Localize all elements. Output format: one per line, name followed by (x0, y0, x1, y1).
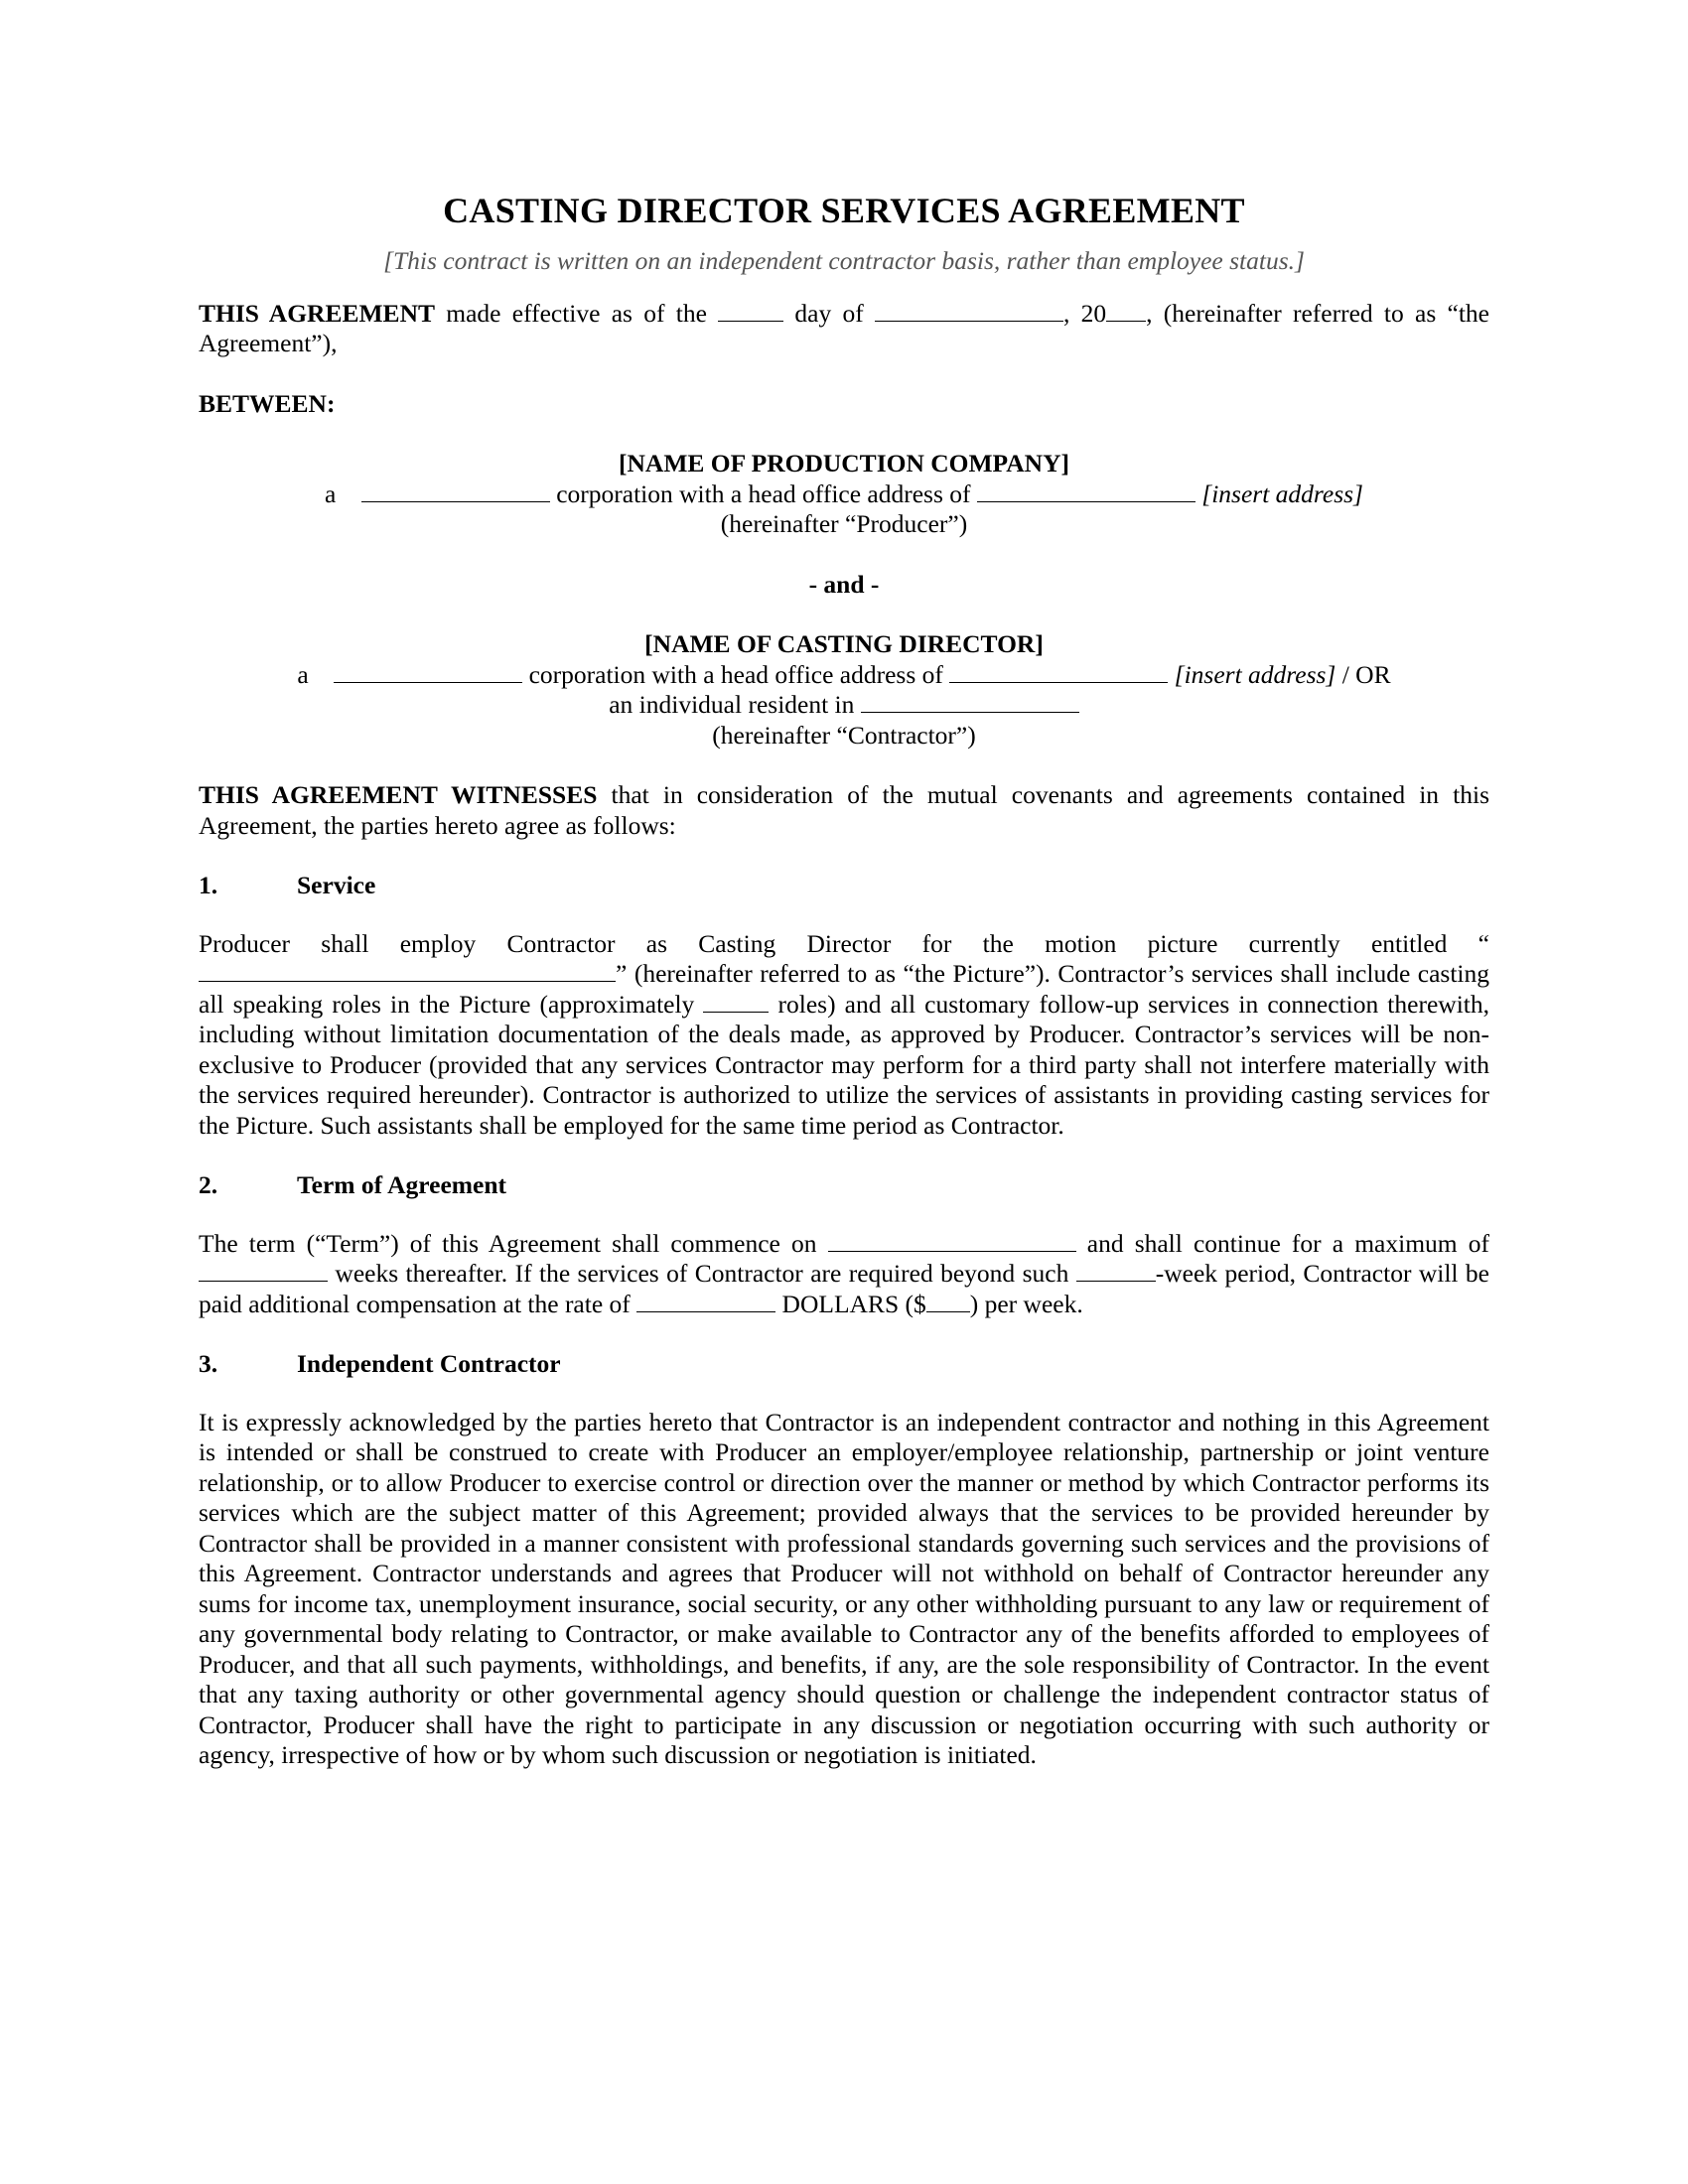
section-1-heading (199, 871, 1489, 901)
party-2-jurisdiction-blank[interactable] (334, 660, 522, 683)
day-blank[interactable] (718, 299, 783, 322)
witnesses-lead: THIS AGREEMENT WITNESSES (199, 780, 598, 809)
section-1-text-2: ” (hereinafter referred to as “the Picture”). Contractor’s services shall include casting all speaking roles in the Picture (approximately (199, 959, 1489, 1019)
party-2-or: / OR (1336, 659, 1391, 689)
party-1-block (199, 449, 1489, 540)
section-2-text-2: and shall continue for a maximum of (1075, 1228, 1489, 1258)
section-2-body (199, 1229, 1489, 1320)
party-2-insert-address: [insert address] (1174, 659, 1336, 689)
section-1-body (199, 929, 1489, 1142)
week-period-blank[interactable] (1076, 1259, 1156, 1282)
section-2-text-1: The term (“Term”) of this Agreement shall commence on (199, 1228, 828, 1258)
party-1-corp-text: corporation with a head office address of (549, 478, 977, 508)
party-2-corp-line (199, 660, 1489, 691)
section-2-text-4: -week period, Contractor will be paid additional compensation at the rate of (199, 1259, 1489, 1318)
party-1-hereinafter: (hereinafter “Producer”) (720, 509, 968, 538)
party-2-corp-text: corporation with a head office address of (522, 659, 950, 689)
rate-amount-blank[interactable] (926, 1290, 970, 1312)
rate-words-blank[interactable] (636, 1290, 775, 1312)
max-weeks-blank[interactable] (199, 1259, 328, 1282)
party-1-jurisdiction-blank[interactable] (361, 479, 550, 502)
witnesses-paragraph (199, 780, 1489, 841)
commence-date-blank[interactable] (828, 1229, 1076, 1252)
section-2-text-3: weeks thereafter. If the services of Contractor are required beyond such (328, 1259, 1076, 1288)
intro-text-3: , 20 (1063, 298, 1107, 328)
party-2-resident-line (199, 690, 1489, 721)
document-title: CASTING DIRECTOR SERVICES AGREEMENT (443, 191, 1245, 230)
section-1-text-3: roles) and all customary follow-up services in connection therewith, including without limitation documentation of the deals made, as approved by Producer. Contractor’s services will be non-exclusive to Producer (provided that any services Contractor may perform for a third party shall not interfere materially with the services required hereunder). Contractor is authorized to utilize the services of assistants in providing casting services for the Picture. Such assistants shall be employed for the same time period as Contractor. (199, 989, 1489, 1140)
section-2-text-5: DOLLARS ($ (775, 1289, 926, 1318)
section-2-number: 2. (199, 1170, 218, 1199)
party-1-a: a (325, 478, 337, 508)
picture-title-blank[interactable] (199, 959, 616, 982)
section-1-text-1: Producer shall employ Contractor as Casting Director for the motion picture currently entitled “ (199, 928, 1489, 958)
roles-count-blank[interactable] (703, 990, 769, 1013)
section-2-heading (199, 1170, 1489, 1201)
intro-lead: THIS AGREEMENT (199, 298, 435, 328)
section-2-text-6: ) per week. (969, 1289, 1083, 1318)
party-1-corp-line (199, 479, 1489, 510)
section-3-heading (199, 1349, 1489, 1380)
intro-text-1: made effective as of the (435, 298, 719, 328)
party-1-name: [NAME OF PRODUCTION COMPANY] (619, 449, 1069, 478)
witnesses-text: that in consideration of the mutual covenants and agreements contained in this Agreement, the parties hereto agree as follows: (199, 780, 1489, 840)
section-3-number: 3. (199, 1349, 218, 1378)
party-2-address-blank[interactable] (949, 660, 1168, 683)
section-1-title: Service (297, 871, 376, 899)
party-2-a: a (297, 659, 309, 689)
and-separator: - and - (808, 569, 880, 599)
section-2-title: Term of Agreement (297, 1170, 507, 1199)
month-blank[interactable] (875, 299, 1063, 322)
party-1-insert-address: [insert address] (1201, 478, 1363, 508)
year-blank[interactable] (1106, 299, 1146, 322)
document-subtitle: [This contract is written on an independent contractor basis, rather than employee status.] (383, 246, 1305, 275)
section-1-number: 1. (199, 871, 218, 899)
party-1-address-blank[interactable] (977, 479, 1196, 502)
party-2-block (199, 629, 1489, 751)
section-3-body: It is expressly acknowledged by the parties hereto that Contractor is an independent contractor and nothing in this Agreement is intended or shall be construed to create with Producer an employer/employee relationship, partnership or joint venture relationship, or to allow Producer to exercise control or direction over the manner or method by which Contractor performs its services which are the subject matter of this Agreement; provided always that the services to be provided hereunder by Contractor shall be provided in a manner consistent with professional standards governing such services and the provisions of this Agreement. Contractor understands and agrees that Producer will not withhold on behalf of Contractor hereunder any sums for income tax, unemployment insurance, social security, or any other withholding pursuant to any law or requirement of any governmental body relating to Contractor, or make available to Contractor any of the benefits afforded to employees of Producer, and that all such payments, withholdings, and benefits, if any, are the sole responsibility of Contractor. In the event that any taxing authority or other governmental agency should question or challenge the independent contractor status of Contractor, Producer shall have the right to participate in any discussion or negotiation occurring with such authority or agency, irrespective of how or by whom such discussion or negotiation is initiated. (199, 1407, 1489, 1769)
section-3-title: Independent Contractor (297, 1349, 561, 1378)
intro-text-2: day of (783, 298, 876, 328)
party-2-name: [NAME OF CASTING DIRECTOR] (644, 629, 1044, 658)
between-label: BETWEEN: (199, 388, 336, 418)
intro-paragraph (199, 299, 1489, 359)
intro-text-4: , (hereinafter referred to as “the Agreement”), (199, 298, 1489, 357)
party-2-hereinafter: (hereinafter “Contractor”) (712, 720, 976, 750)
party-2-resident-blank[interactable] (861, 690, 1079, 713)
party-2-resident-text: an individual resident in (609, 690, 861, 719)
